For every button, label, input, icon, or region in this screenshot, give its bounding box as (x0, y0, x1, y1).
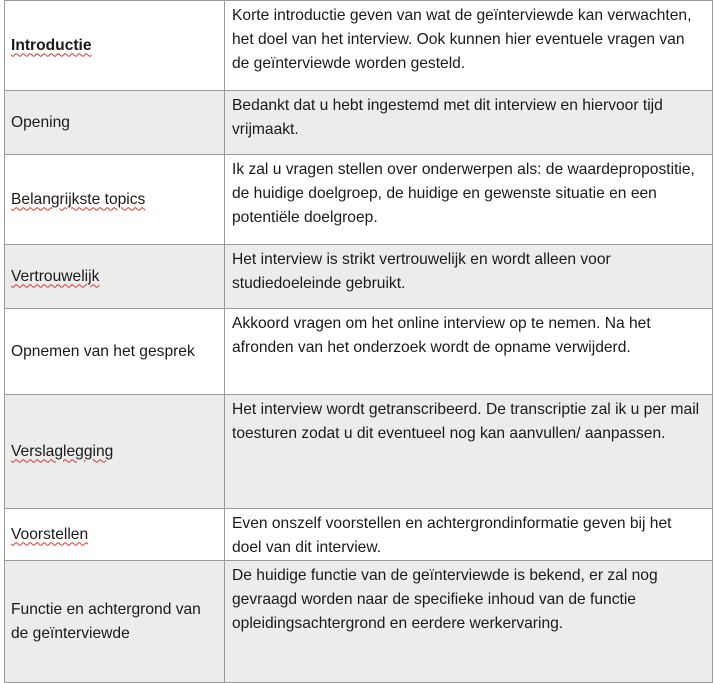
table-row (5, 91, 713, 155)
table-row (5, 245, 713, 309)
description-text: Even onszelf voorstellen en achtergrondinformatie geven bij het doel van dit interview. (232, 515, 672, 556)
table-row (5, 309, 713, 395)
table-row (5, 395, 713, 509)
row-description (225, 155, 713, 245)
row-label (5, 155, 225, 245)
table-row (5, 561, 713, 683)
row-description (225, 245, 713, 309)
description-text: Akkoord vragen om het online interview op te nemen. Na het afronden van het onderzoek wordt de opname verwijderd. (232, 315, 651, 356)
row-description (225, 395, 713, 509)
row-label (5, 395, 225, 509)
label-text: Voorstellen (11, 525, 89, 543)
row-label (5, 309, 225, 395)
description-text: Het interview wordt getranscribeerd. De transcriptie zal ik u per mail toesturen zodat u dit eventueel nog kan aanvullen/ aanpassen. (232, 401, 700, 442)
description-text: Korte introductie geven van wat de geïnterviewde kan verwachten, het doel van het interview. Ook kunnen hier eventuele vragen van de geïnterviewde worden gesteld. (232, 7, 692, 72)
table-row (5, 509, 713, 561)
description-text: De huidige functie van de geïnterviewde is bekend, er zal nog gevraagd worden naar de specifieke inhoud van de functie opleidingsachtergrond en eerdere werkervaring. (232, 567, 658, 632)
description-text: Ik zal u vragen stellen over onderwerpen als: de waardepropostitie, de huidige doelgroep, de huidige en gewenste situatie en een potentiële doelgroep. (232, 161, 695, 226)
table-row (5, 1, 713, 91)
row-label (5, 245, 225, 309)
row-label (5, 509, 225, 561)
row-description (225, 91, 713, 155)
interview-protocol-table (4, 0, 713, 683)
label-text: Belangrijkste topics (11, 190, 146, 208)
label-text: Opening (11, 113, 70, 131)
row-label (5, 91, 225, 155)
row-description (225, 309, 713, 395)
label-text: Opnemen van het gesprek (11, 342, 195, 360)
row-description (225, 561, 713, 683)
label-text: Introductie (11, 36, 92, 54)
description-text: Het interview is strikt vertrouwelijk en wordt alleen voor studiedoeleinde gebruikt. (232, 251, 611, 292)
row-label (5, 1, 225, 91)
row-description (225, 1, 713, 91)
row-label (5, 561, 225, 683)
label-text: Functie en achtergrond van de geïnterviewde (11, 600, 201, 642)
table-row (5, 155, 713, 245)
label-text: Vertrouwelijk (11, 267, 100, 285)
row-description (225, 509, 713, 561)
label-text: Verslaglegging (11, 442, 114, 460)
description-text: Bedankt dat u hebt ingestemd met dit interview en hiervoor tijd vrijmaakt. (232, 97, 663, 138)
